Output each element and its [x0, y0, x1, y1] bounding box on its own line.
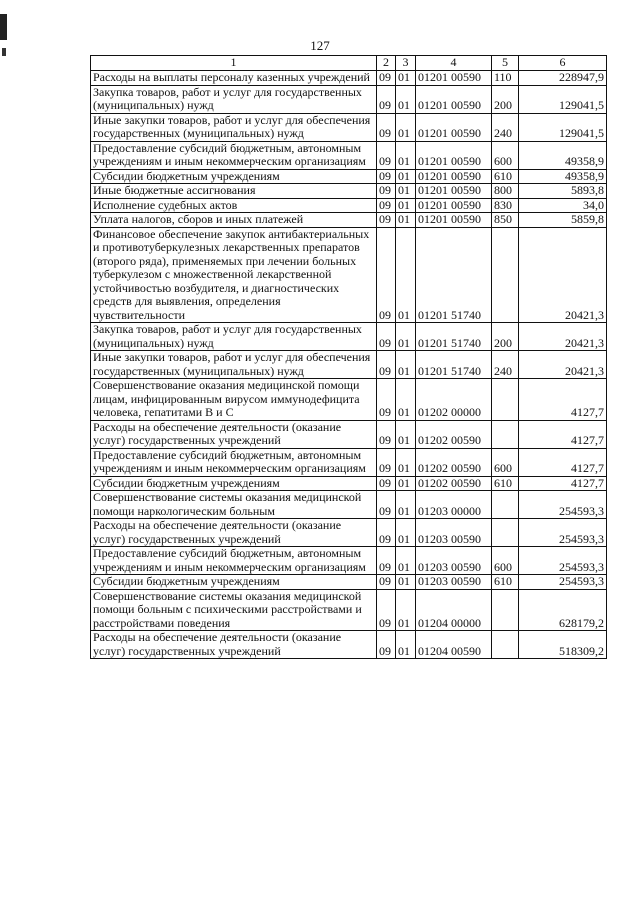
table-row: [91, 351, 607, 379]
subsection-code: 01: [396, 198, 416, 213]
expense-type-code: 610: [492, 169, 519, 184]
row-name: Совершенствование системы оказания медицинской помощи больным с психическими расстройствами и расстройствами поведения: [91, 589, 377, 631]
table-row: [91, 631, 607, 659]
expense-type-code: [492, 589, 519, 631]
table-row: [91, 184, 607, 199]
section-code: 09: [377, 141, 396, 169]
table-row: [91, 448, 607, 476]
table-row: [91, 169, 607, 184]
expense-type-code: [492, 631, 519, 659]
section-code: 09: [377, 169, 396, 184]
amount-value: 20421,3: [519, 227, 607, 323]
amount-value: 628179,2: [519, 589, 607, 631]
subsection-code: 01: [396, 141, 416, 169]
table-row: [91, 113, 607, 141]
expense-type-code: 610: [492, 476, 519, 491]
amount-value: 49358,9: [519, 169, 607, 184]
scan-edge-mark: [0, 14, 7, 40]
amount-value: 4127,7: [519, 476, 607, 491]
section-code: 09: [377, 323, 396, 351]
column-header: 6: [519, 56, 607, 71]
row-name: Субсидии бюджетным учреждениям: [91, 575, 377, 590]
target-article-code: 01204 00000: [416, 589, 492, 631]
column-header: 5: [492, 56, 519, 71]
row-name: Предоставление субсидий бюджетным, автономным учреждениям и иным некоммерческим организациям: [91, 547, 377, 575]
target-article-code: 01202 00590: [416, 476, 492, 491]
row-name: Расходы на обеспечение деятельности (оказание услуг) государственных учреждений: [91, 519, 377, 547]
target-article-code: 01202 00590: [416, 420, 492, 448]
subsection-code: 01: [396, 85, 416, 113]
target-article-code: 01203 00000: [416, 491, 492, 519]
section-code: 09: [377, 476, 396, 491]
amount-value: 254593,3: [519, 491, 607, 519]
target-article-code: 01202 00590: [416, 448, 492, 476]
section-code: 09: [377, 351, 396, 379]
row-name: Расходы на обеспечение деятельности (оказание услуг) государственных учреждений: [91, 631, 377, 659]
amount-value: 5893,8: [519, 184, 607, 199]
budget-table: [90, 55, 607, 659]
column-header: 1: [91, 56, 377, 71]
subsection-code: 01: [396, 213, 416, 228]
expense-type-code: 200: [492, 85, 519, 113]
target-article-code: 01201 00590: [416, 184, 492, 199]
subsection-code: 01: [396, 491, 416, 519]
amount-value: 129041,5: [519, 113, 607, 141]
row-name: Расходы на обеспечение деятельности (оказание услуг) государственных учреждений: [91, 420, 377, 448]
column-header: 2: [377, 56, 396, 71]
expense-type-code: 830: [492, 198, 519, 213]
row-name: Расходы на выплаты персоналу казенных учреждений: [91, 71, 377, 86]
section-code: 09: [377, 631, 396, 659]
table-row: [91, 519, 607, 547]
amount-value: 129041,5: [519, 85, 607, 113]
column-header: 3: [396, 56, 416, 71]
section-code: 09: [377, 213, 396, 228]
subsection-code: 01: [396, 420, 416, 448]
section-code: 09: [377, 71, 396, 86]
target-article-code: 01201 00590: [416, 71, 492, 86]
row-name: Финансовое обеспечение закупок антибактериальных и противотуберкулезных лекарственных препаратов (второго ряда), применяемых при лечении больных туберкулезом с множественной лекарственной устойчивостью возбудителя, и диагностических средств для выявления, определения чувствительности: [91, 227, 377, 323]
subsection-code: 01: [396, 379, 416, 421]
subsection-code: 01: [396, 519, 416, 547]
subsection-code: 01: [396, 184, 416, 199]
target-article-code: 01201 00590: [416, 213, 492, 228]
target-article-code: 01204 00590: [416, 631, 492, 659]
expense-type-code: 600: [492, 547, 519, 575]
row-name: Иные закупки товаров, работ и услуг для обеспечения государственных (муниципальных) нужд: [91, 113, 377, 141]
table-row: [91, 227, 607, 323]
amount-value: 254593,3: [519, 519, 607, 547]
subsection-code: 01: [396, 631, 416, 659]
table-row: [91, 420, 607, 448]
subsection-code: 01: [396, 113, 416, 141]
amount-value: 49358,9: [519, 141, 607, 169]
table-row: [91, 589, 607, 631]
expense-type-code: 800: [492, 184, 519, 199]
section-code: 09: [377, 198, 396, 213]
section-code: 09: [377, 184, 396, 199]
target-article-code: 01201 00590: [416, 85, 492, 113]
subsection-code: 01: [396, 227, 416, 323]
row-name: Предоставление субсидий бюджетным, автономным учреждениям и иным некоммерческим организациям: [91, 448, 377, 476]
subsection-code: 01: [396, 169, 416, 184]
target-article-code: 01202 00000: [416, 379, 492, 421]
section-code: 09: [377, 379, 396, 421]
row-name: Закупка товаров, работ и услуг для государственных (муниципальных) нужд: [91, 85, 377, 113]
target-article-code: 01201 00590: [416, 198, 492, 213]
table-row: [91, 323, 607, 351]
section-code: 09: [377, 420, 396, 448]
expense-type-code: 610: [492, 575, 519, 590]
subsection-code: 01: [396, 547, 416, 575]
row-name: Уплата налогов, сборов и иных платежей: [91, 213, 377, 228]
expense-type-code: 110: [492, 71, 519, 86]
page-number: 127: [310, 38, 330, 53]
row-name: Совершенствование системы оказания медицинской помощи наркологическим больным: [91, 491, 377, 519]
section-code: 09: [377, 547, 396, 575]
amount-value: 228947,9: [519, 71, 607, 86]
column-header: 4: [416, 56, 492, 71]
target-article-code: 01203 00590: [416, 575, 492, 590]
amount-value: 20421,3: [519, 351, 607, 379]
row-name: Совершенствование оказания медицинской помощи лицам, инфицированным вирусом иммунодефицита человека, гепатитами В и С: [91, 379, 377, 421]
table-row: [91, 141, 607, 169]
expense-type-code: 600: [492, 141, 519, 169]
row-name: Предоставление субсидий бюджетным, автономным учреждениям и иным некоммерческим организациям: [91, 141, 377, 169]
subsection-code: 01: [396, 589, 416, 631]
row-name: Иные закупки товаров, работ и услуг для обеспечения государственных (муниципальных) нужд: [91, 351, 377, 379]
amount-value: 20421,3: [519, 323, 607, 351]
target-article-code: 01201 00590: [416, 113, 492, 141]
row-name: Иные бюджетные ассигнования: [91, 184, 377, 199]
table-row: [91, 71, 607, 86]
row-name: Субсидии бюджетным учреждениям: [91, 476, 377, 491]
amount-value: 518309,2: [519, 631, 607, 659]
subsection-code: 01: [396, 448, 416, 476]
table-row: [91, 575, 607, 590]
expense-type-code: 600: [492, 448, 519, 476]
subsection-code: 01: [396, 323, 416, 351]
table-row: [91, 547, 607, 575]
target-article-code: 01203 00590: [416, 547, 492, 575]
expense-type-code: [492, 379, 519, 421]
row-name: Субсидии бюджетным учреждениям: [91, 169, 377, 184]
section-code: 09: [377, 113, 396, 141]
table-row: [91, 85, 607, 113]
expense-type-code: 240: [492, 113, 519, 141]
subsection-code: 01: [396, 71, 416, 86]
expense-type-code: 200: [492, 323, 519, 351]
expense-type-code: 850: [492, 213, 519, 228]
target-article-code: 01201 51740: [416, 323, 492, 351]
amount-value: 4127,7: [519, 420, 607, 448]
amount-value: 254593,3: [519, 575, 607, 590]
subsection-code: 01: [396, 575, 416, 590]
amount-value: 34,0: [519, 198, 607, 213]
target-article-code: 01201 51740: [416, 227, 492, 323]
section-code: 09: [377, 519, 396, 547]
expense-type-code: [492, 420, 519, 448]
row-name: Исполнение судебных актов: [91, 198, 377, 213]
table-row: [91, 198, 607, 213]
expense-type-code: [492, 519, 519, 547]
table-row: [91, 213, 607, 228]
expense-type-code: [492, 227, 519, 323]
section-code: 09: [377, 85, 396, 113]
section-code: 09: [377, 575, 396, 590]
target-article-code: 01201 00590: [416, 169, 492, 184]
amount-value: 254593,3: [519, 547, 607, 575]
table-header-row: [91, 56, 607, 71]
table-row: [91, 379, 607, 421]
expense-type-code: [492, 491, 519, 519]
table-row: [91, 476, 607, 491]
amount-value: 4127,7: [519, 448, 607, 476]
section-code: 09: [377, 491, 396, 519]
row-name: Закупка товаров, работ и услуг для государственных (муниципальных) нужд: [91, 323, 377, 351]
amount-value: 5859,8: [519, 213, 607, 228]
section-code: 09: [377, 227, 396, 323]
amount-value: 4127,7: [519, 379, 607, 421]
subsection-code: 01: [396, 351, 416, 379]
target-article-code: 01201 00590: [416, 141, 492, 169]
target-article-code: 01203 00590: [416, 519, 492, 547]
expense-type-code: 240: [492, 351, 519, 379]
section-code: 09: [377, 448, 396, 476]
subsection-code: 01: [396, 476, 416, 491]
target-article-code: 01201 51740: [416, 351, 492, 379]
section-code: 09: [377, 589, 396, 631]
table-row: [91, 491, 607, 519]
